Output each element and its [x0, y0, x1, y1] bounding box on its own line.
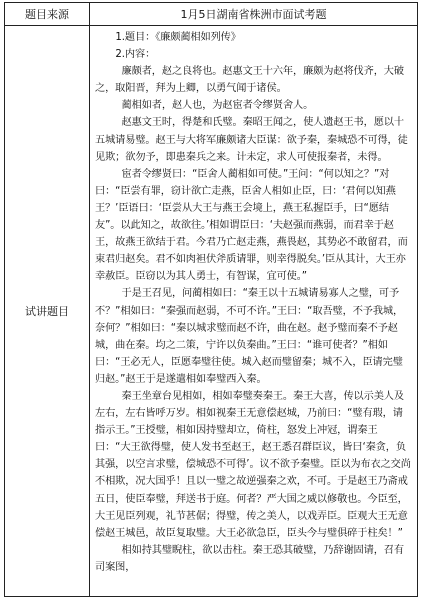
source-value: 1月5日湖南省株洲市面试考题 — [90, 3, 418, 26]
header-row — [5, 3, 418, 26]
content-label: 2.内容： — [115, 49, 156, 61]
paragraph: 秦王坐章台见相如，相如奉璧奏秦王。秦王大喜，传以示美人及左右，左右皆呼万岁。相如视秦王无意偿赵城，乃前曰：“璧有瑕，请指示王。”王授璧，相如因持璧却立，倚柱，怒发上冲冠，谓秦王曰：“大王欲得璧，使人发书至赵王，赵王悉召群臣议，皆曰‘秦贪，负其强，以空言求璧，偿城恐不可得’。议不欲予秦璧。臣以为布衣之交尚不相欺，况大国乎！且以一璧之故逆强秦之欢，不可。于是赵王乃斋戒五日，使臣奉璧，拜送书于庭。何者？严大国之威以修敬也。今臣至，大王见臣列观，礼节甚倨；得璧，传之美人，以戏弄臣。臣观大王无意偿赵王城邑，故臣复取璧。大王必欲急臣，臣头今与璧俱碎于柱矣！” — [95, 390, 411, 539]
content-body — [91, 27, 416, 595]
title-line: 1.题目：《廉颇蔺相如列传》 — [115, 32, 241, 43]
paragraph: 于是王召见，问蔺相如曰：“秦王以十五城请易寡人之璧，可予不？”相如曰：“秦强而赵弱，不可不许。”王曰：“取吾璧，不予我城，奈何？”相如曰：“秦以城求璧而赵不许，曲在赵。赵予璧而秦不予赵城，曲在秦。均之二策，宁许以负秦曲。”王曰：“谁可使者？”相如曰：“王必无人，臣愿奉璧往使。城入赵而璧留秦；城不入，臣请完璧归赵。”赵王于是遂遣相如奉璧西入秦。 — [95, 288, 404, 385]
paragraph: 蔺相如者，赵人也，为赵宦者令缪贤舍人。 — [121, 100, 314, 112]
paragraph: 赵惠文王时，得楚和氏璧。秦昭王闻之，使人遗赵王书，愿以十五城请易璧。赵王与大将军廉颇诸大臣谋：欲予秦，秦城恐不可得，徒见欺；欲勿予，即患秦兵之来。计未定，求人可使报秦者，未得。 — [95, 117, 408, 163]
body-row — [5, 26, 418, 597]
paragraph: 廉颇者，赵之良将也。赵惠文王十六年，廉颇为赵将伐齐，大破之，取阳晋，拜为上卿，以勇气闻于诸侯。 — [95, 66, 404, 95]
paragraph: 宦者令缪贤曰：“臣舍人蔺相如可使。”王问：“何以知之？”对曰：“臣尝有罪，窃计欲亡走燕，臣舍人相如止臣，曰：‘君何以知燕王？’臣语曰：‘臣尝从大王与燕王会境上，燕王私握臣手，曰“愿结友”。以此知之，故欲往。’相如谓臣曰：‘夫赵强而燕弱，而君幸于赵王，故燕王欲结于君。今君乃亡赵走燕，燕畏赵，其势必不敢留君，而束君归赵矣。君不如肉袒伏斧质请罪，则幸得脱矣。’臣从其计，大王亦幸赦臣。臣窃以为其人勇士，有智谋，宜可使。” — [95, 168, 408, 283]
paragraph: 相如持其璧睨柱，欲以击柱。秦王恐其破璧，乃辞谢固请，召有司案图， — [95, 544, 404, 573]
document-table — [4, 2, 418, 597]
content-cell — [90, 26, 418, 597]
topic-label: 试讲题目 — [5, 26, 90, 597]
source-label: 题目来源 — [5, 3, 90, 26]
